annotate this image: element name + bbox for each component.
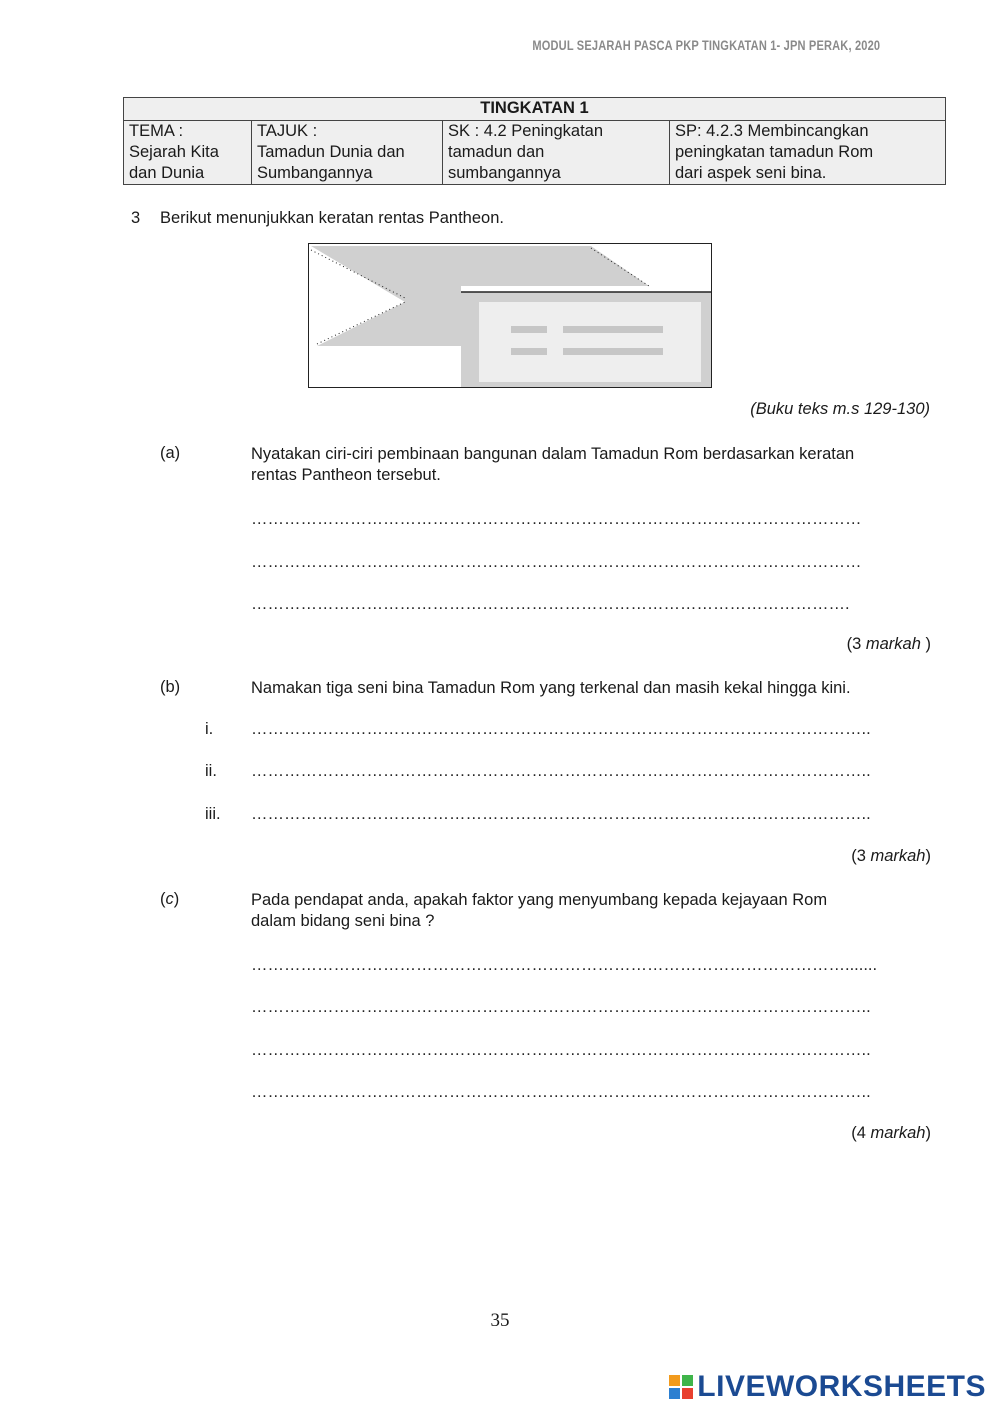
brand-name: LIVEWORKSHEETS (697, 1370, 986, 1403)
paren-open: ( (160, 890, 166, 908)
answer-line-c2[interactable]: ………………………………………………………………………………………………….. (251, 998, 871, 1016)
answer-line-a2[interactable]: ………………………………………………………………………………………………… (251, 553, 862, 571)
answer-line-c1[interactable]: ………………………………………………………………………………………………....... (251, 956, 878, 974)
tajuk-cell (252, 121, 443, 185)
cell-line: Tamadun Dunia dan (257, 143, 405, 161)
question-stem: Berikut menunjukkan keratan rentas Pantheon. (160, 209, 504, 227)
cell-line: TAJUK : (257, 122, 318, 140)
marks-number: (3 (846, 635, 866, 653)
question-line: Pada pendapat anda, apakah faktor yang menyumbang kepada kejayaan Rom (251, 891, 828, 909)
cell-line: dan Dunia (129, 164, 205, 182)
answer-line-a1[interactable]: ………………………………………………………………………………………………… (251, 510, 862, 528)
answer-line-b3[interactable]: ………………………………………………………………………………………………….. (251, 805, 871, 823)
table-title: TINGKATAN 1 (124, 98, 946, 121)
marks-word: markah (870, 1124, 926, 1142)
figure-graphic (309, 244, 712, 388)
answer-line-b1[interactable]: ………………………………………………………………………………………………….. (251, 720, 871, 738)
paren-close: ) (173, 890, 180, 908)
answer-line-a3[interactable]: ………………………………………………………………………………………………. (251, 595, 850, 613)
question-line: dalam bidang seni bina ? (251, 912, 435, 930)
figure-caption: (Buku teks m.s 129-130) (750, 400, 930, 418)
page-number: 35 (490, 1310, 510, 1331)
roman-numeral: ii. (205, 762, 217, 780)
liveworksheets-logo (669, 1370, 986, 1404)
logo-grid-icon (669, 1375, 693, 1399)
part-letter: c (165, 890, 174, 908)
marks-number: (4 (851, 1124, 871, 1142)
marks-word: markah (865, 635, 921, 653)
cell-line: tamadun dan (448, 143, 545, 161)
marks-close: ) (920, 635, 931, 653)
cell-line: sumbangannya (448, 164, 561, 182)
info-table (123, 97, 946, 185)
cell-line: TEMA : (129, 122, 184, 140)
sk-cell (443, 121, 670, 185)
question-line: rentas Pantheon tersebut. (251, 466, 441, 484)
marks-number: (3 (851, 847, 871, 865)
question-number: 3 (131, 209, 141, 227)
answer-line-c3[interactable]: ………………………………………………………………………………………………….. (251, 1041, 871, 1059)
cell-line: SK : 4.2 Peningkatan (448, 122, 604, 140)
cell-line: dari aspek seni bina. (675, 164, 827, 182)
question-line: Nyatakan ciri-ciri pembinaan bangunan dalam Tamadun Rom berdasarkan keratan (251, 445, 855, 463)
answer-line-c4[interactable]: ………………………………………………………………………………………………….. (251, 1083, 871, 1101)
marks-close: ) (925, 847, 931, 865)
part-a-marks (847, 635, 931, 654)
part-c-question (251, 890, 931, 932)
part-b-question: Namakan tiga seni bina Tamadun Rom yang terkenal dan masih kekal hingga kini. (251, 679, 851, 697)
part-c-label (160, 890, 179, 909)
marks-word: markah (870, 847, 926, 865)
cell-line: peningkatan tamadun Rom (675, 143, 874, 161)
part-a-label: (a) (160, 444, 181, 462)
cell-line: SP: 4.2.3 Membincangkan (675, 122, 869, 140)
part-b-marks (851, 847, 931, 866)
part-c-marks (851, 1124, 931, 1143)
cell-line: Sumbangannya (257, 164, 373, 182)
cell-line: Sejarah Kita (129, 143, 219, 161)
answer-line-b2[interactable]: ………………………………………………………………………………………………….. (251, 762, 871, 780)
part-a-question (251, 444, 931, 486)
roman-numeral: i. (205, 720, 214, 738)
tema-cell (124, 121, 252, 185)
sp-cell (670, 121, 946, 185)
module-header: MODUL SEJARAH PASCA PKP TINGKATAN 1- JPN PERAK, 2020 (532, 38, 880, 53)
marks-close: ) (925, 1124, 931, 1142)
roman-numeral: iii. (205, 805, 221, 823)
pantheon-cross-section-figure (308, 243, 712, 388)
part-b-label: (b) (160, 678, 181, 696)
